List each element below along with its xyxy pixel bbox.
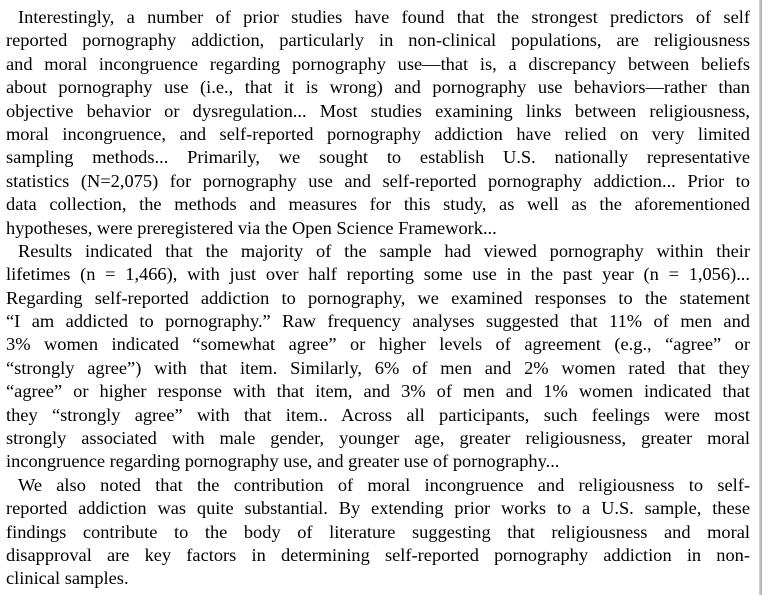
text-line: 3% women indicated “somewhat agree” or higher levels of agreement (e.g., “agree” or [6,334,750,355]
text-line: “strongly agree”) with that item. Similarly, 6% of men and 2% women rated that they [6,357,750,378]
text-line: clinical samples. [6,568,129,589]
text-line: reported pornography addiction, particularly in non-clinical populations, are religiousness [6,30,750,51]
text-line: moral incongruence, and self-reported pornography addiction have relied on very limited [6,123,750,144]
text-line: objective behavior or dysregulation... Most studies examining links between religiousness, [6,100,750,121]
text-line: lifetimes (n = 1,466), with just over half reporting some use in the past year (n = 1,056)... [6,264,750,285]
text-line: “agree” or higher response with that item, and 3% of men and 1% women indicated that [6,381,750,402]
paragraph-1 [6,6,750,240]
text-line: Interestingly, a number of prior studies have found that the strongest predictors of self [18,7,750,27]
text-line: findings contribute to the body of literature suggesting that religiousness and moral [6,521,750,542]
paragraph-3 [6,474,750,591]
text-line: reported addiction was quite substantial. By extending prior works to a U.S. sample, these [6,498,750,519]
text-line: data collection, the methods and measures for this study, as well as the aforementioned [6,194,750,215]
text-line: “I am addicted to pornography.” Raw frequency analyses suggested that 11% of men and [6,311,750,332]
paragraph-2 [6,240,750,474]
text-line: strongly associated with male gender, younger age, greater religiousness, greater moral [6,428,750,449]
text-line: disapproval are key factors in determining self-reported pornography addiction in non- [6,544,750,565]
text-line: incongruence regarding pornography use, and greater use of pornography... [6,451,560,472]
text-line: sampling methods... Primarily, we sought to establish U.S. nationally representative [6,147,750,168]
text-line: Results indicated that the majority of the sample had viewed pornography within their [18,240,750,261]
text-line: hypotheses, were preregistered via the Open Science Framework... [6,217,497,238]
text-line: We also noted that the contribution of moral incongruence and religiousness to self- [18,474,750,495]
text-line: they “strongly agree” with that item.. Across all participants, such feelings were most [6,404,750,425]
text-line: Regarding self-reported addiction to pornography, we examined responses to the statement [6,287,750,308]
text-line: and moral incongruence regarding pornography use—that is, a discrepancy between beliefs [6,53,750,74]
document-body [6,6,750,591]
text-line: about pornography use (i.e., that it is wrong) and pornography use behaviors—rather than [6,77,750,98]
text-line: statistics (N=2,075) for pornography use and self-reported pornography addiction... Prior to [6,170,750,191]
